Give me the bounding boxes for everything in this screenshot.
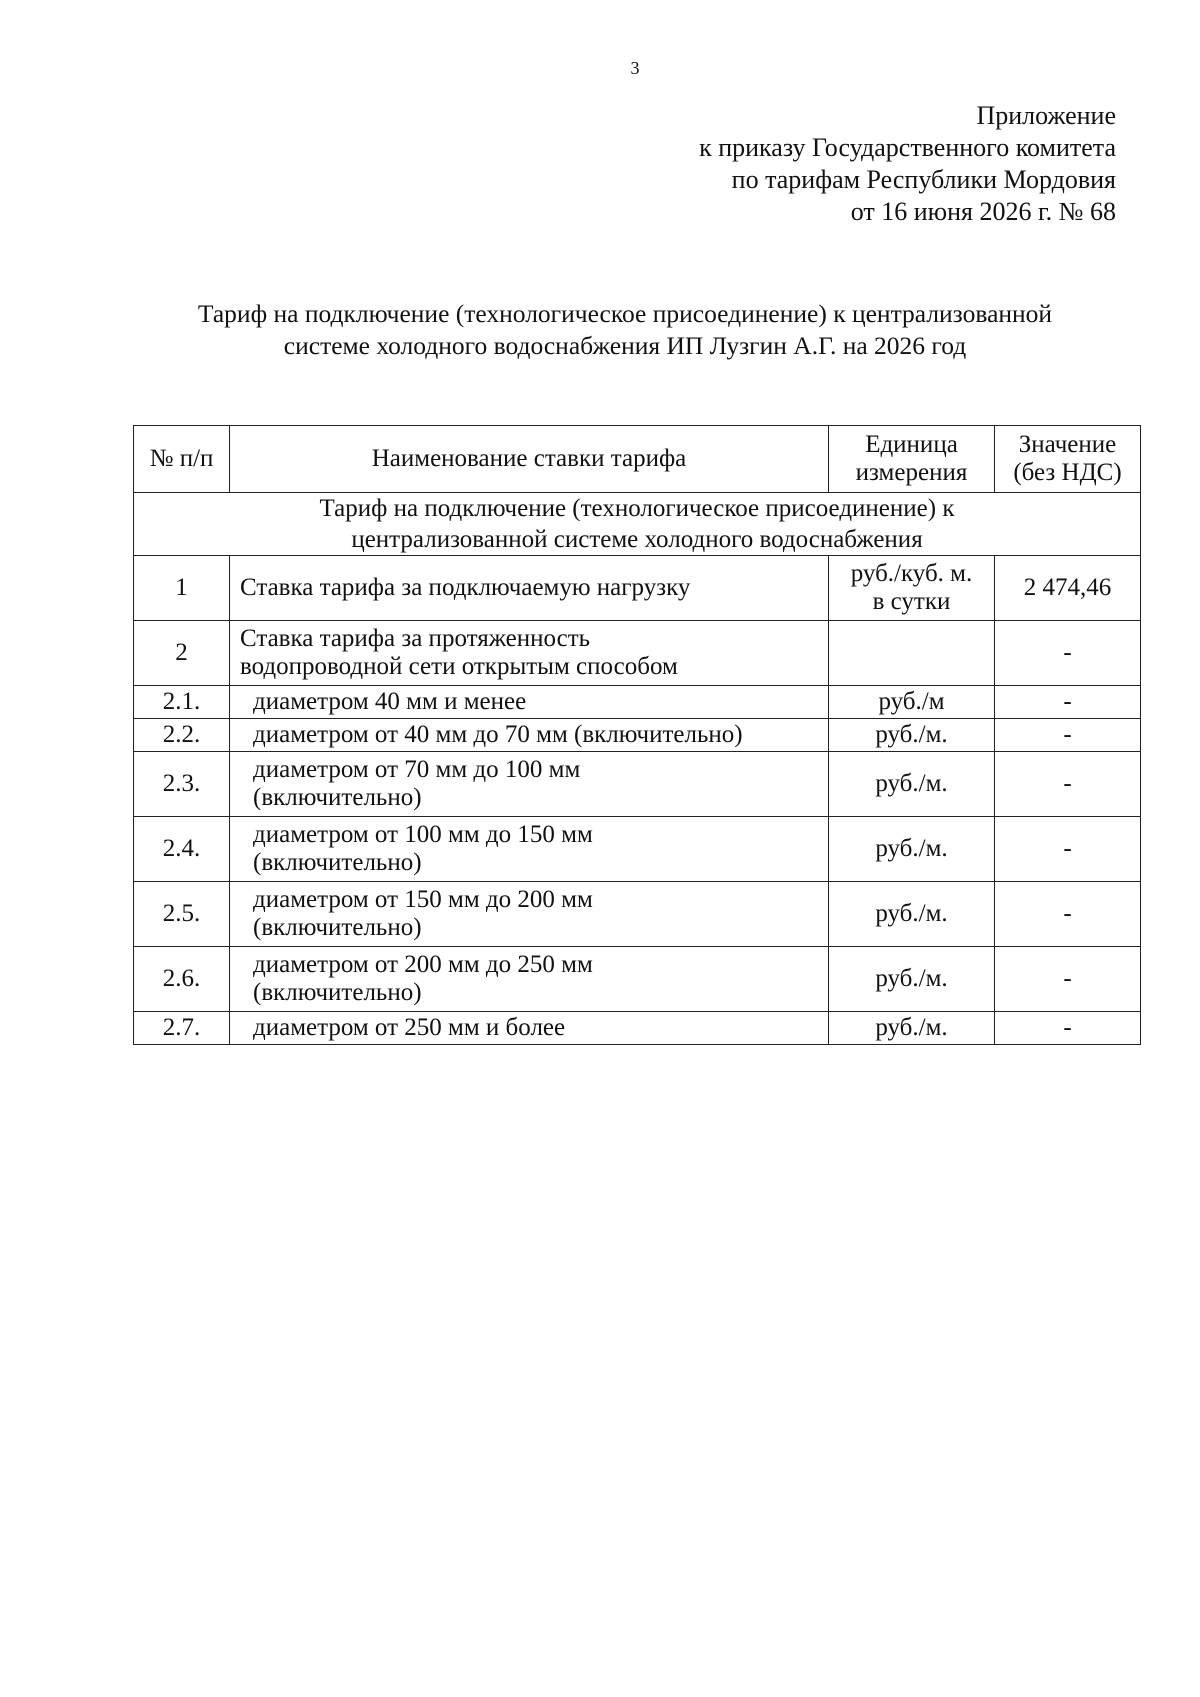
header-value-line: (без НДС) bbox=[1013, 459, 1122, 486]
header-name: Наименование ставки тарифа bbox=[230, 426, 829, 493]
row-name-line: (включительно) bbox=[253, 849, 422, 876]
row-name bbox=[230, 621, 829, 686]
row-num: 2.1. bbox=[134, 686, 230, 719]
appendix-block bbox=[699, 100, 1116, 228]
row-unit-line: руб./куб. м. bbox=[850, 560, 973, 587]
row-name-line: диаметром от 200 мм до 250 мм bbox=[253, 951, 593, 978]
table-header-row bbox=[134, 426, 1141, 493]
header-unit-line: измерения bbox=[855, 459, 968, 486]
row-unit: руб./м bbox=[829, 686, 995, 719]
title-line: Тариф на подключение (технологическое присоединение) к централизованной bbox=[197, 299, 1053, 328]
row-name: диаметром 40 мм и менее bbox=[230, 686, 829, 719]
row-name: диаметром от 40 мм до 70 мм (включительно) bbox=[230, 719, 829, 752]
row-name-line: водопроводной сети открытым способом bbox=[240, 653, 678, 680]
row-name bbox=[230, 817, 829, 882]
appendix-line: Приложение bbox=[976, 101, 1116, 130]
table-row bbox=[134, 719, 1141, 752]
header-unit-line: Единица bbox=[865, 431, 958, 458]
header-unit bbox=[829, 426, 995, 493]
table-row bbox=[134, 686, 1141, 719]
header-num: № п/п bbox=[134, 426, 230, 493]
row-value: - bbox=[995, 947, 1141, 1012]
page-number: 3 bbox=[630, 58, 640, 78]
row-num: 2.6. bbox=[134, 947, 230, 1012]
row-num: 2.2. bbox=[134, 719, 230, 752]
row-unit: руб./м. bbox=[829, 1012, 995, 1045]
row-value: - bbox=[995, 817, 1141, 882]
row-value: - bbox=[995, 621, 1141, 686]
appendix-line: по тарифам Республики Мордовия bbox=[731, 165, 1116, 194]
row-name-line: диаметром от 150 мм до 200 мм bbox=[253, 886, 593, 913]
row-unit: руб./м. bbox=[829, 752, 995, 817]
row-name: диаметром от 250 мм и более bbox=[230, 1012, 829, 1045]
appendix-line: от 16 июня 2026 г. № 68 bbox=[850, 197, 1116, 226]
table-row bbox=[134, 1012, 1141, 1045]
row-unit-line: в сутки bbox=[872, 588, 951, 615]
section-title-line: Тариф на подключение (технологическое присоединение) к bbox=[319, 495, 955, 522]
table-row bbox=[134, 621, 1141, 686]
table-row bbox=[134, 882, 1141, 947]
row-value: - bbox=[995, 1012, 1141, 1045]
row-unit: руб./м. bbox=[829, 947, 995, 1012]
section-title-line: централизованной системе холодного водоснабжения bbox=[351, 526, 923, 553]
row-name bbox=[230, 752, 829, 817]
row-name bbox=[230, 882, 829, 947]
row-name: Ставка тарифа за подключаемую нагрузку bbox=[230, 556, 829, 621]
table-section-row bbox=[134, 493, 1141, 556]
row-unit: руб./м. bbox=[829, 817, 995, 882]
appendix-line: к приказу Государственного комитета bbox=[699, 133, 1116, 162]
table-row bbox=[134, 817, 1141, 882]
row-value: - bbox=[995, 752, 1141, 817]
row-num: 2.3. bbox=[134, 752, 230, 817]
table-row bbox=[134, 752, 1141, 817]
document-title bbox=[130, 298, 1120, 362]
table-row bbox=[134, 947, 1141, 1012]
row-name bbox=[230, 947, 829, 1012]
row-num: 1 bbox=[134, 556, 230, 621]
row-name-line: диаметром от 70 мм до 100 мм bbox=[253, 756, 581, 783]
row-unit bbox=[829, 556, 995, 621]
row-name-line: Ставка тарифа за протяженность bbox=[240, 625, 591, 652]
row-num: 2 bbox=[134, 621, 230, 686]
table-row bbox=[134, 556, 1141, 621]
row-name-line: (включительно) bbox=[253, 979, 422, 1006]
row-value: 2 474,46 bbox=[995, 556, 1141, 621]
row-value: - bbox=[995, 686, 1141, 719]
row-num: 2.7. bbox=[134, 1012, 230, 1045]
row-unit bbox=[829, 621, 995, 686]
row-unit: руб./м. bbox=[829, 719, 995, 752]
row-name-line: диаметром от 100 мм до 150 мм bbox=[253, 821, 593, 848]
row-name-line: (включительно) bbox=[253, 784, 422, 811]
row-name-line: (включительно) bbox=[253, 914, 422, 941]
row-value: - bbox=[995, 882, 1141, 947]
section-title bbox=[134, 493, 1141, 556]
title-line: системе холодного водоснабжения ИП Лузгин А.Г. на 2026 год bbox=[283, 331, 967, 360]
row-num: 2.4. bbox=[134, 817, 230, 882]
row-unit: руб./м. bbox=[829, 882, 995, 947]
tariff-table bbox=[133, 425, 1141, 1045]
row-num: 2.5. bbox=[134, 882, 230, 947]
header-value bbox=[995, 426, 1141, 493]
row-value: - bbox=[995, 719, 1141, 752]
header-value-line: Значение bbox=[1018, 431, 1117, 458]
